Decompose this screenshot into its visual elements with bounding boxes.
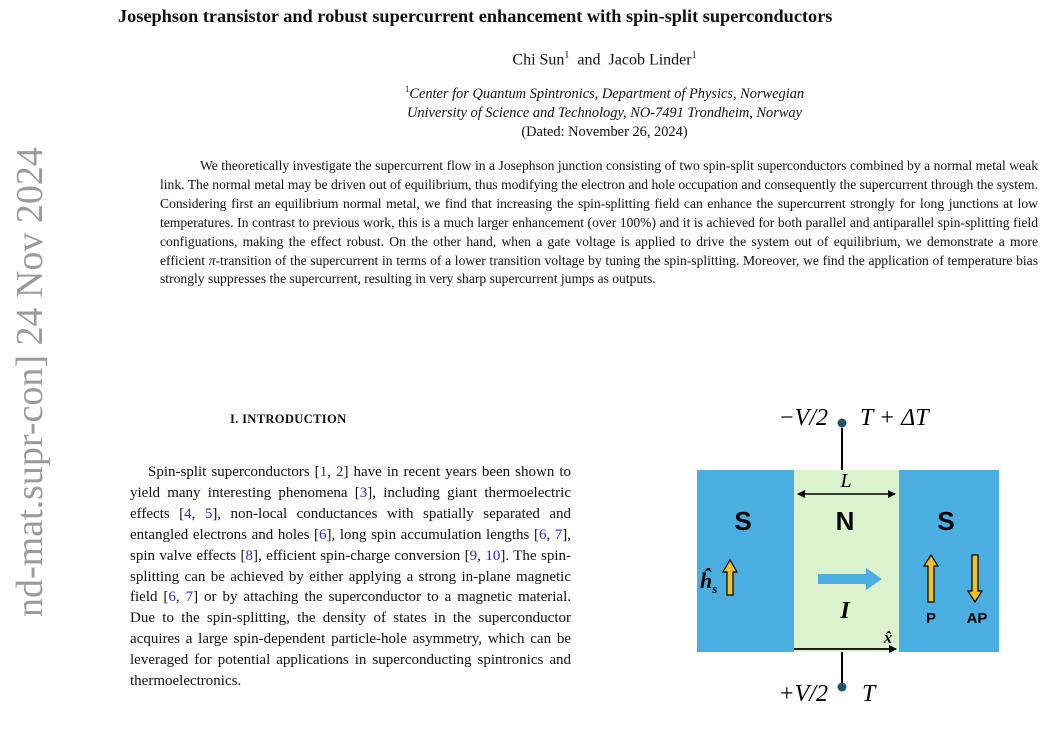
text-run: ]. The spin-splitting can be achieved by either applying a strong in-plane magnetic field [	[130, 547, 572, 606]
author-line	[0, 50, 1059, 69]
top-temperature-label: T + ΔT	[860, 405, 929, 431]
normal-metal-region	[794, 470, 899, 652]
text-run: ,	[175, 589, 186, 606]
citation-link[interactable]: 1	[319, 464, 328, 480]
junction-figure	[670, 395, 1010, 725]
affiliation-mark: 1	[404, 84, 410, 94]
bottom-terminal-dot	[838, 683, 847, 692]
abstract	[160, 157, 1038, 289]
antiparallel-label: AP	[966, 610, 988, 627]
top-voltage-label: −V/2	[778, 405, 828, 431]
text-run: ], long spin accumulation lengths [	[326, 526, 539, 543]
text-run: ], non-local conductances with spatially separated and entangled electrons and holes [	[130, 505, 571, 543]
affiliation-block	[0, 80, 1059, 142]
section-heading: I. INTRODUCTION	[230, 412, 347, 426]
junction-diagram	[670, 395, 1010, 725]
left-s-label: S	[734, 506, 752, 536]
text-run: Spin-split superconductors [	[148, 464, 320, 480]
citation-link[interactable]: 6	[168, 589, 176, 606]
length-label: L	[840, 470, 852, 492]
citation-link[interactable]: 2	[335, 464, 344, 480]
citation-link[interactable]: 6	[319, 526, 327, 543]
arxiv-identifier: nd-mat.supr-con] 24 Nov 2024	[9, 147, 51, 617]
citation-link[interactable]: 9	[469, 547, 478, 564]
text-run: ,	[327, 464, 336, 480]
author-name: Jacob Linder	[608, 51, 692, 69]
bottom-temperature-label: T	[862, 681, 876, 707]
dated-line: (Dated: November 26, 2024)	[521, 123, 688, 140]
n-label: N	[835, 506, 855, 536]
field-label: $ĥ_s$	[700, 568, 718, 596]
parallel-label: P	[925, 610, 937, 627]
citation-link[interactable]: 3	[359, 484, 368, 501]
text-run: ,	[477, 547, 486, 564]
abstract-text: We theoretically investigate the supercurrent flow in a Josephson junction consisting of two spin-split superconductors combined by a normal metal weak link. The normal metal may be driven out of equilibrium, thus modifying the electron and hole occupation and consequently the supercurrent through the system. Considering first an equilibrium normal metal, we find that increasing the spin-splitting field can enhance the supercurrent strongly for long junctions at low temperatures. In contrast to previous work, this is a much larger enhancement (over 100%) and it is achieved for both parallel and antiparallel spin-splitting field configuations, making the effect robust. On the other hand, when a gate voltage is applied to drive the system out of equilibrium, we demonstrate a more efficient	[160, 158, 1038, 268]
text-run: ,	[546, 526, 555, 543]
citation-link[interactable]: 4	[184, 505, 192, 522]
author-name: Chi Sun	[512, 51, 565, 69]
citation-link[interactable]: 8	[245, 547, 253, 564]
paper-title: Josephson transistor and robust supercurrent enhancement with spin-split superconductors	[118, 6, 833, 26]
bottom-voltage-label: +V/2	[778, 681, 828, 707]
citation-link[interactable]: 7	[185, 589, 194, 606]
x-axis-label: x̂	[883, 628, 893, 647]
affiliation-line: Center for Quantum Spintronics, Department of Physics, Norwegian	[409, 85, 805, 102]
abstract-text: -transition of the supercurrent in terms of a lower transition voltage by tuning the spin-splitting. Moreover, we find the application of temperature bias strongly suppresses the supercurrent, resulting in very sharp supercurrent jumps as outputs.	[160, 252, 1039, 287]
pi-symbol: π	[208, 252, 216, 268]
introduction-paragraph	[130, 462, 571, 692]
text-run: ] or by attaching the superconductor to a magnetic material. Due to the spin-splitting, the density of states in the superconductor acquires a large spin-dependent particle-hole asymmetry, which can be leveraged for potential applications in superconducting spintronics and thermoelectronics.	[130, 589, 571, 690]
citation-link[interactable]: 10	[485, 547, 501, 564]
citation-link[interactable]: 5	[204, 505, 213, 522]
left-superconductor	[697, 470, 794, 652]
right-s-label: S	[937, 506, 955, 536]
affiliation-line: University of Science and Technology, NO-7491 Trondheim, Norway	[406, 104, 803, 121]
text-run: ,	[191, 505, 205, 522]
citation-link[interactable]: 6	[538, 526, 547, 543]
text-run: ], efficient spin-charge conversion [	[252, 547, 470, 564]
affiliation-mark: 1	[564, 50, 570, 61]
affiliation-mark: 1	[691, 50, 697, 61]
text-run: ], spin valve effects [	[130, 526, 572, 564]
text-run: ] have in recent years been shown to yield many interesting phenomena [	[130, 464, 572, 501]
author-conjunction: and	[577, 51, 601, 69]
top-terminal-dot	[838, 419, 847, 428]
current-label: I	[840, 598, 850, 624]
citation-link[interactable]: 7	[554, 526, 563, 543]
text-run: ], including giant thermoelectric effects [	[130, 484, 571, 522]
